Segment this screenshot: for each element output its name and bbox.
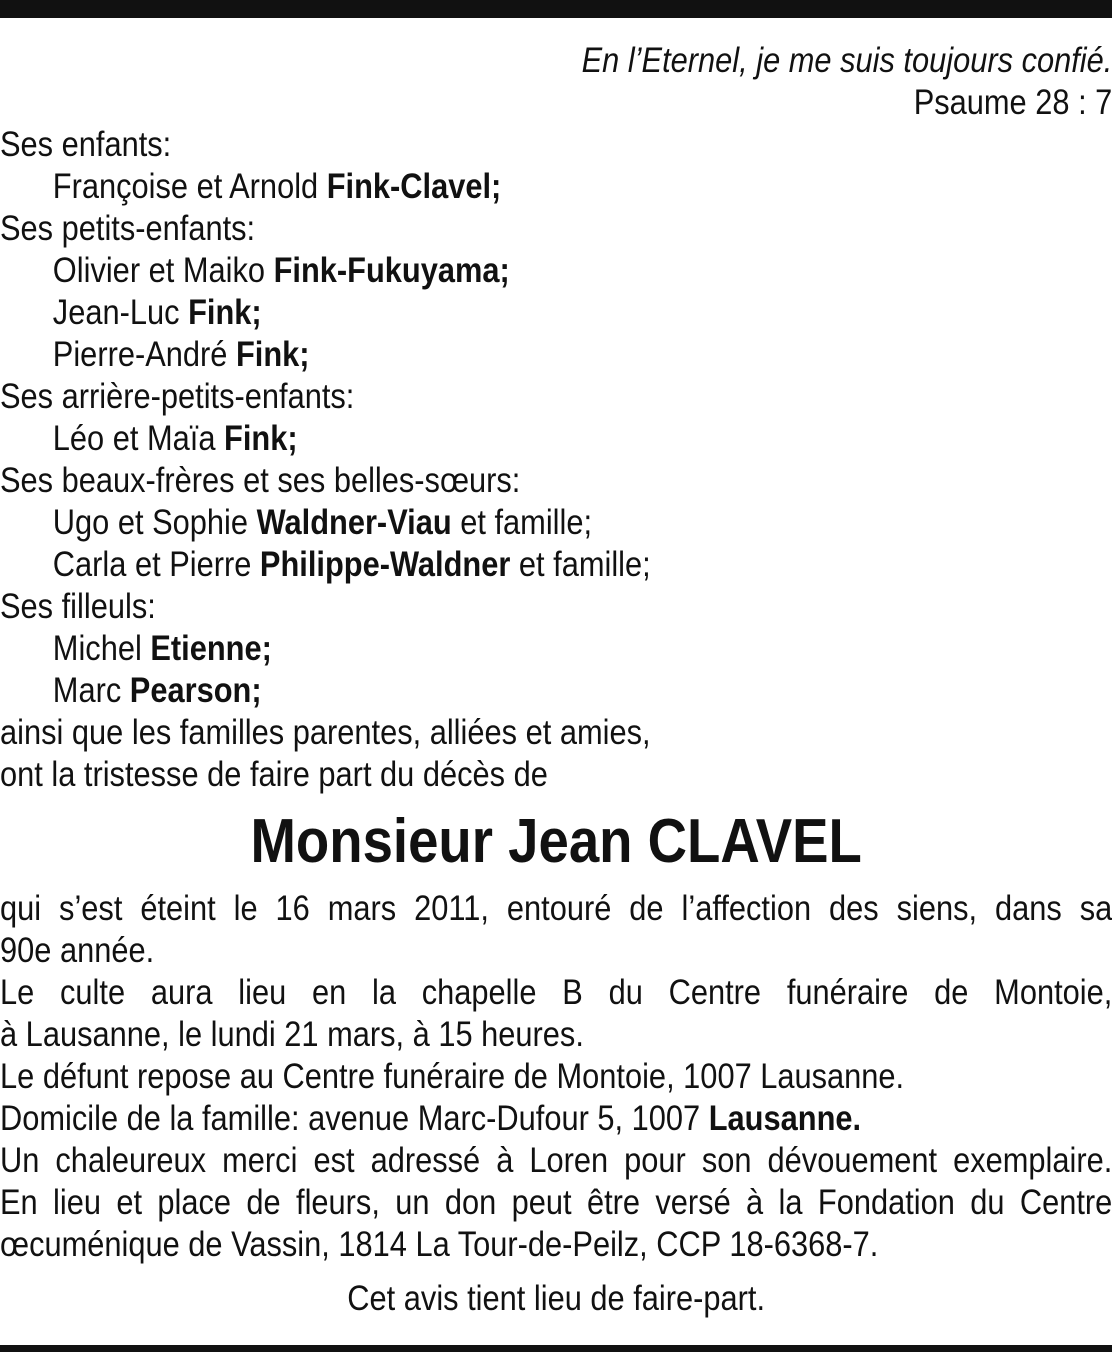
family-member xyxy=(0,628,1112,670)
body-line: à Lausanne, le lundi 21 mars, à 15 heures. xyxy=(0,1015,584,1054)
domicile-text: Domicile de la famille: avenue Marc-Dufour 5, 1007 xyxy=(0,1099,709,1138)
member-first: Léo et Maïa xyxy=(52,419,225,458)
member-last: Waldner-Viau xyxy=(256,503,452,542)
obituary-notice xyxy=(0,40,1112,1320)
member-last: Fink-Fukuyama; xyxy=(273,251,510,290)
member-suffix: et famille; xyxy=(451,503,593,542)
member-last: Pearson; xyxy=(129,671,262,710)
family-list xyxy=(0,124,1112,712)
family-member xyxy=(0,418,1112,460)
family-group-label: Ses enfants: xyxy=(0,125,172,164)
member-last: Fink; xyxy=(224,419,298,458)
body-line: Un chaleureux merci est adressé à Loren pour son dévouement exemplaire. xyxy=(0,1141,1112,1180)
footer-note: Cet avis tient lieu de faire-part. xyxy=(347,1279,766,1318)
member-last: Philippe-Waldner xyxy=(259,545,511,584)
family-member xyxy=(0,166,1112,208)
body-line: qui s’est éteint le 16 mars 2011, entouré de l’affection des siens, dans sa xyxy=(0,889,1112,928)
bible-quote: En l’Eternel, je me suis toujours confié. xyxy=(581,41,1112,80)
family-group-label: Ses beaux-frères et ses belles-sœurs: xyxy=(0,461,521,500)
family-member xyxy=(0,502,1112,544)
member-first: Marc xyxy=(52,671,130,710)
family-group-label: Ses petits-enfants: xyxy=(0,209,256,248)
bottom-rule xyxy=(0,1345,1112,1352)
closing-line-1: ainsi que les familles parentes, alliées et amies, xyxy=(0,713,651,752)
member-last: Fink; xyxy=(188,293,262,332)
family-member xyxy=(0,334,1112,376)
family-member xyxy=(0,670,1112,712)
member-first: Olivier et Maiko xyxy=(52,251,274,290)
body-line: Le défunt repose au Centre funéraire de Montoie, 1007 Lausanne. xyxy=(0,1057,905,1096)
body-line: œcuménique de Vassin, 1814 La Tour-de-Peilz, CCP 18-6368-7. xyxy=(0,1225,879,1264)
family-group-label: Ses filleuls: xyxy=(0,587,156,626)
body-line: Le culte aura lieu en la chapelle B du Centre funéraire de Montoie, xyxy=(0,973,1112,1012)
member-first: Jean-Luc xyxy=(52,293,189,332)
family-member xyxy=(0,250,1112,292)
family-member xyxy=(0,292,1112,334)
member-first: Françoise et Arnold xyxy=(52,167,327,206)
member-first: Carla et Pierre xyxy=(52,545,260,584)
member-first: Michel xyxy=(52,629,151,668)
body-line: 90e année. xyxy=(0,931,155,970)
deceased-name: Monsieur Jean CLAVEL xyxy=(250,807,862,876)
psalm-reference: Psaume 28 : 7 xyxy=(913,83,1112,122)
domicile-line xyxy=(0,1098,1112,1140)
member-first: Ugo et Sophie xyxy=(52,503,257,542)
member-suffix: et famille; xyxy=(510,545,651,584)
family-group-label: Ses arrière-petits-enfants: xyxy=(0,377,355,416)
body-line: En lieu et place de fleurs, un don peut être versé à la Fondation du Centre xyxy=(0,1183,1112,1222)
top-rule xyxy=(0,0,1112,18)
member-last: Etienne; xyxy=(150,629,272,668)
member-last: Fink-Clavel; xyxy=(326,167,502,206)
family-member xyxy=(0,544,1112,586)
member-first: Pierre-André xyxy=(52,335,236,374)
domicile-city: Lausanne. xyxy=(708,1099,862,1138)
member-last: Fink; xyxy=(235,335,310,374)
closing-line-2: ont la tristesse de faire part du décès de xyxy=(0,755,548,794)
